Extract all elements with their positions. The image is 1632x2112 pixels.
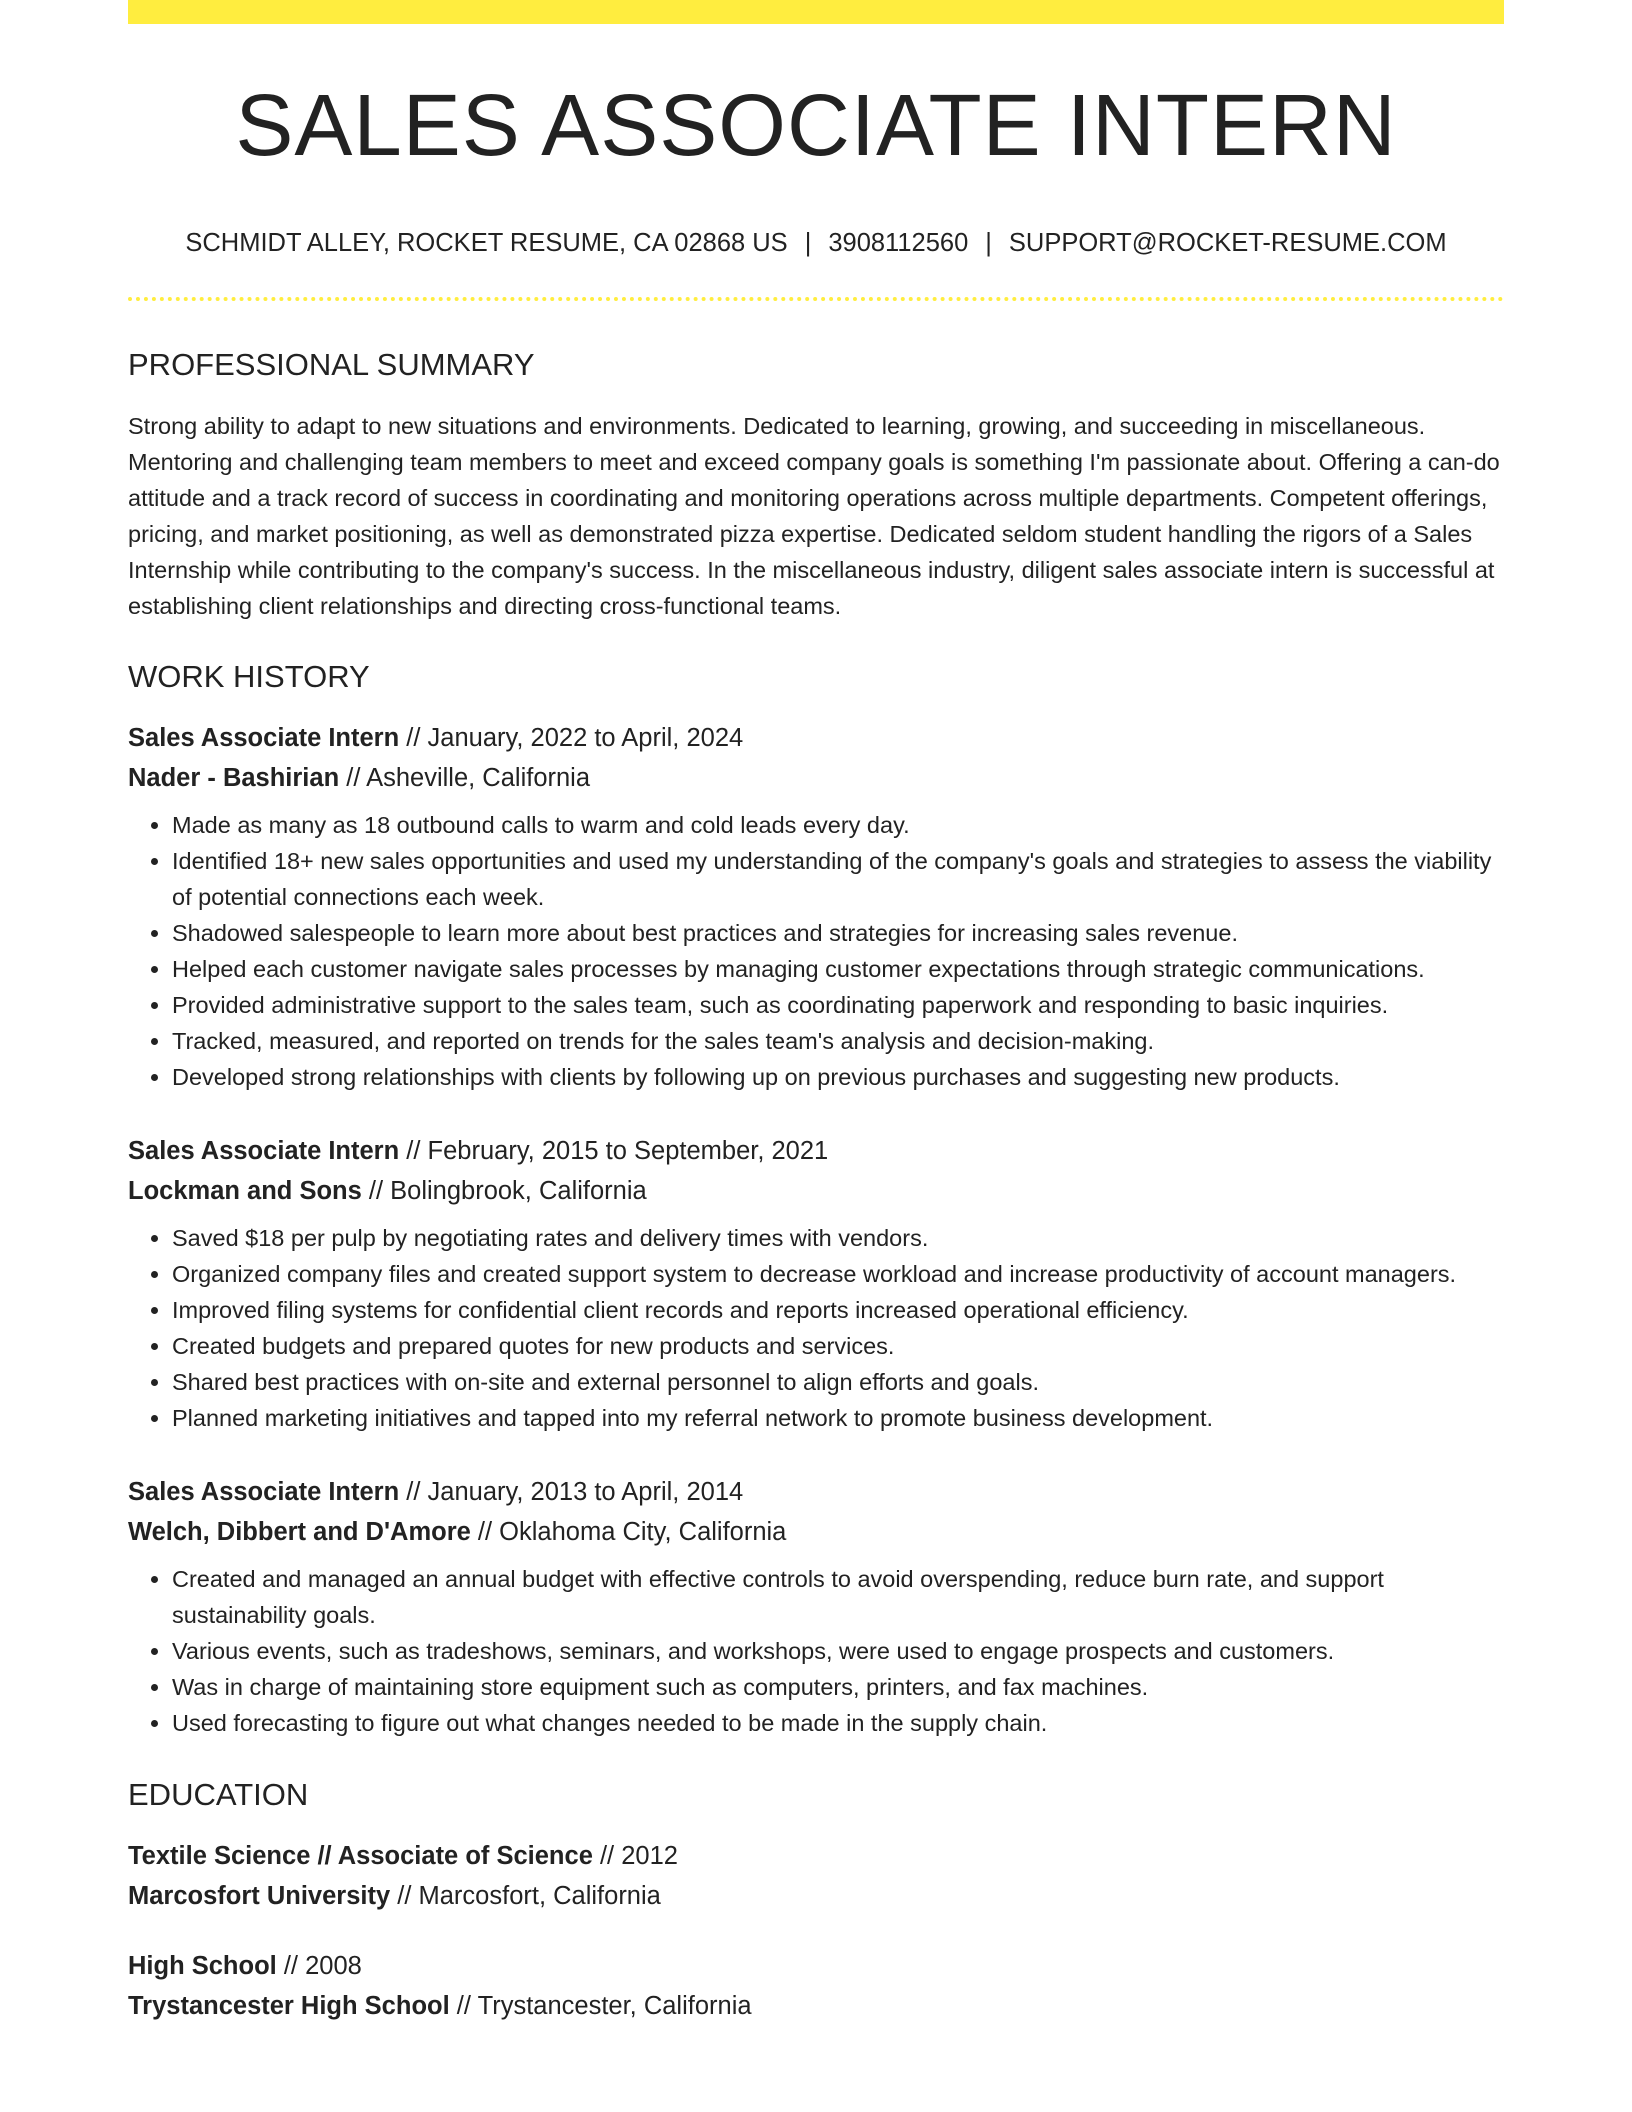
job-company: Nader - Bashirian — [128, 763, 340, 792]
education-year: // 2012 — [592, 1841, 678, 1870]
dotted-divider — [128, 297, 1504, 301]
list-item: • Tracked, measured, and reported on trends for the sales team's analysis and decision-making. — [172, 1023, 1504, 1059]
list-item: • Helped each customer navigate sales processes by managing customer expectations through strategic communications. — [172, 951, 1504, 987]
job-bullets — [128, 1220, 1504, 1436]
job-location: // Asheville, California — [339, 763, 591, 792]
job-dates: // February, 2015 to September, 2021 — [399, 1136, 829, 1165]
job-company: Welch, Dibbert and D'Amore — [128, 1517, 471, 1546]
education-degree-line — [128, 1836, 1504, 1876]
job-location: // Bolingbrook, California — [361, 1176, 647, 1205]
job-title-line — [128, 1131, 1504, 1171]
job-title-line — [128, 718, 1504, 758]
job-dates: // January, 2022 to April, 2024 — [399, 723, 744, 752]
education-degree: Textile Science // Associate of Science — [128, 1841, 593, 1870]
job-company-line — [128, 1171, 1504, 1211]
list-item: • Created and managed an annual budget with effective controls to avoid overspending, reduce burn rate, and support sustainability goals. — [172, 1561, 1504, 1633]
list-item: • Planned marketing initiatives and tapped into my referral network to promote business development. — [172, 1400, 1504, 1436]
job-location: // Oklahoma City, California — [470, 1517, 787, 1546]
job-dates: // January, 2013 to April, 2014 — [399, 1477, 744, 1506]
list-item: • Made as many as 18 outbound calls to warm and cold leads every day. — [172, 807, 1504, 843]
resume-page — [128, 0, 1504, 2026]
work-history-heading: WORK HISTORY — [128, 658, 370, 694]
education-heading: EDUCATION — [128, 1776, 309, 1812]
job-role: Sales Associate Intern — [128, 1477, 400, 1506]
job-bullets — [128, 1561, 1504, 1741]
education-year: // 2008 — [276, 1951, 362, 1980]
contact-separator: | — [985, 229, 992, 257]
contact-address: SCHMIDT ALLEY, ROCKET RESUME, CA 02868 US — [185, 229, 788, 257]
list-item: • Developed strong relationships with clients by following up on previous purchases and suggesting new products. — [172, 1059, 1504, 1095]
summary-text: Strong ability to adapt to new situations and environments. Dedicated to learning, growing, and succeeding in miscellaneous. Mentoring and challenging team members to meet and exceed company goals is something I'm passionate about. Offering a can-do attitude and a track record of success in coordinating and monitoring operations across multiple departments. Competent offerings, pricing, and market positioning, as well as demonstrated pizza expertise. Dedicated seldom student handling the rigors of a Sales Internship while contributing to the company's success. In the miscellaneous industry, diligent sales associate intern is successful at establishing client relationships and directing cross-functional teams. — [128, 412, 1500, 619]
contact-email: SUPPORT@ROCKET-RESUME.COM — [1008, 229, 1447, 257]
job-role: Sales Associate Intern — [128, 723, 400, 752]
education-school-line — [128, 1986, 1504, 2026]
list-item: • Improved filing systems for confidential client records and reports increased operational efficiency. — [172, 1292, 1504, 1328]
job-entry — [128, 718, 1504, 1095]
education-location: // Marcosfort, California — [390, 1881, 661, 1910]
education-entry — [128, 1836, 1504, 1916]
contact-separator: | — [804, 229, 812, 257]
education-school: Marcosfort University — [128, 1881, 391, 1910]
list-item: • Created budgets and prepared quotes for new products and services. — [172, 1328, 1504, 1364]
job-title-line — [128, 1472, 1504, 1512]
accent-top-bar — [128, 0, 1504, 24]
job-role: Sales Associate Intern — [128, 1136, 400, 1165]
contact-phone: 3908112560 — [828, 229, 969, 257]
job-company: Lockman and Sons — [128, 1176, 362, 1205]
list-item: • Various events, such as tradeshows, seminars, and workshops, were used to engage prospects and customers. — [172, 1633, 1504, 1669]
list-item: • Shadowed salespeople to learn more about best practices and strategies for increasing sales revenue. — [172, 915, 1504, 951]
list-item: • Identified 18+ new sales opportunities and used my understanding of the company's goals and strategies to assess the viability of potential connections each week. — [172, 843, 1504, 915]
list-item: • Provided administrative support to the sales team, such as coordinating paperwork and responding to basic inquiries. — [172, 987, 1504, 1023]
job-entry — [128, 1472, 1504, 1741]
list-item: • Organized company files and created support system to decrease workload and increase productivity of account managers. — [172, 1256, 1504, 1292]
list-item: • Used forecasting to figure out what changes needed to be made in the supply chain. — [172, 1705, 1504, 1741]
list-item: • Shared best practices with on-site and external personnel to align efforts and goals. — [172, 1364, 1504, 1400]
contact-line — [128, 231, 1504, 257]
education-entry — [128, 1946, 1504, 2026]
list-item: • Was in charge of maintaining store equipment such as computers, printers, and fax machines. — [172, 1669, 1504, 1705]
list-item: • Saved $18 per pulp by negotiating rates and delivery times with vendors. — [172, 1220, 1504, 1256]
education-degree-line — [128, 1946, 1504, 1986]
education-degree: High School — [128, 1951, 277, 1980]
resume-name: SALES ASSOCIATE INTERN — [235, 77, 1397, 174]
summary-heading: PROFESSIONAL SUMMARY — [128, 346, 535, 382]
education-school: Trystancester High School — [128, 1991, 450, 2020]
education-school-line — [128, 1876, 1504, 1916]
job-bullets — [128, 807, 1504, 1095]
job-entry — [128, 1131, 1504, 1436]
job-company-line — [128, 758, 1504, 798]
job-company-line — [128, 1512, 1504, 1552]
education-location: // Trystancester, California — [449, 1991, 752, 2020]
